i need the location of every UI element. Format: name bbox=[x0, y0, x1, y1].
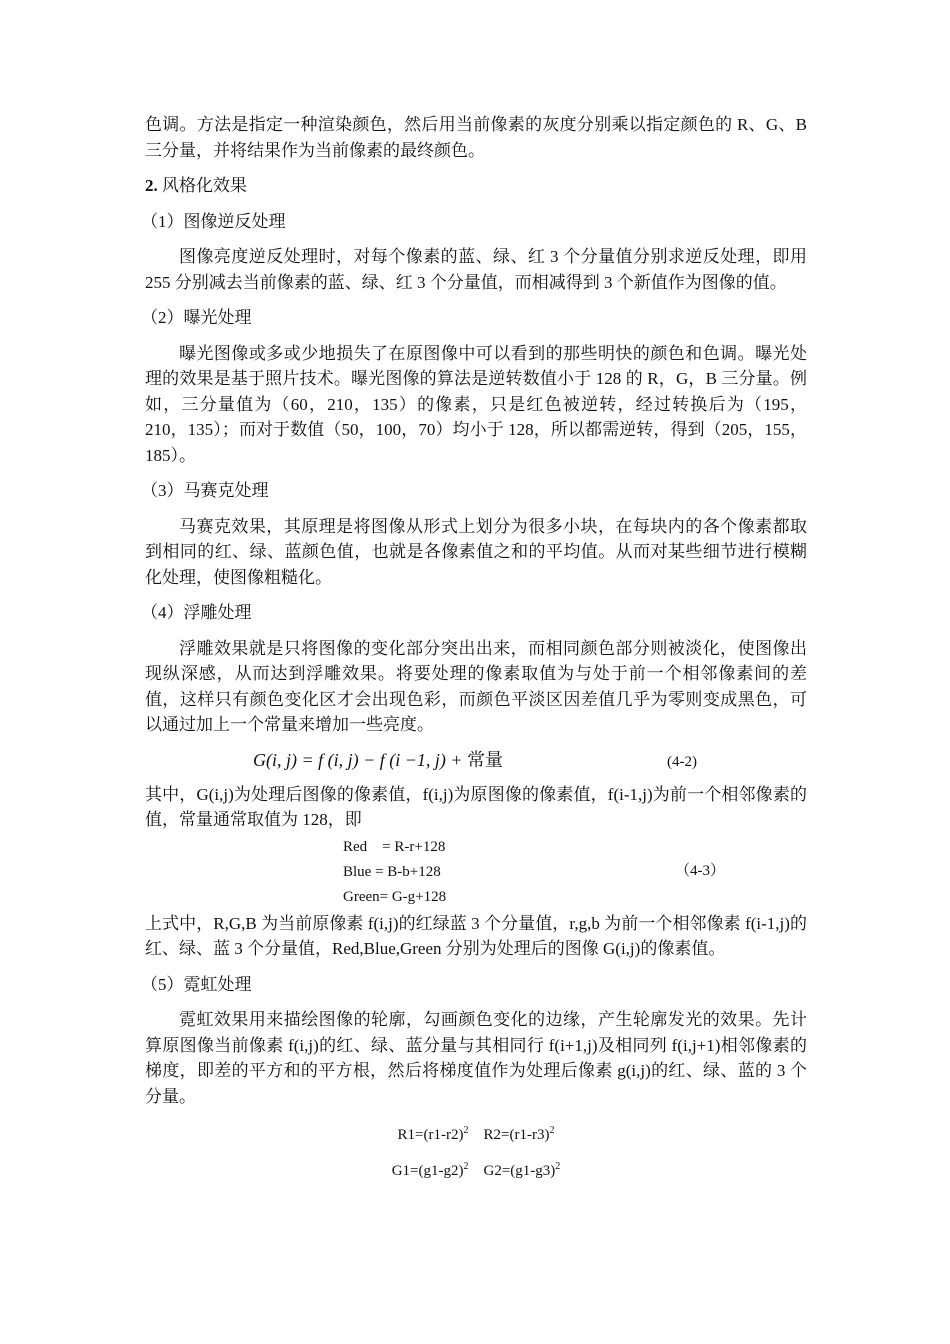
eq-red: Red = R-r+128 bbox=[343, 838, 446, 855]
s5-heading: （5）霓虹处理 bbox=[141, 974, 252, 994]
eq-blue: Blue = B-b+128 bbox=[343, 863, 441, 880]
formula-expression bbox=[253, 748, 503, 774]
s3-body: 马赛克效果，其原理是将图像从形式上划分为很多小块，在每块内的各个像素都取到相同的红、绿、蓝颜色值，也就是各像素值之和的平均值。从而对某些细节进行模糊化处理，使图像粗糙化。 bbox=[145, 516, 807, 587]
s1-body: 图像亮度逆反处理时，对每个像素的蓝、绿、红 3 个分量值分别求逆反处理，即用 255 分别减去当前像素的蓝、绿、红 3 个分量值，而相减得到 3 个新值作为图像的值。 bbox=[145, 247, 807, 292]
formula-4-2 bbox=[145, 744, 807, 780]
s3-heading: （3）马赛克处理 bbox=[141, 481, 269, 500]
equation-block-4-3 bbox=[145, 833, 807, 911]
eq-g1-exp: 2 bbox=[463, 1161, 469, 1172]
intro-paragraph: 色调。方法是指定一种渲染颜色，然后用当前像素的灰度分别乘以指定颜色的 R、G、B 三分量，并将结果作为当前像素的最终颜色。 bbox=[145, 115, 807, 160]
eq-g2-exp: 2 bbox=[555, 1161, 561, 1172]
formula-lhs: G(i, j) = f (i, j) − f (i −1, j) + bbox=[253, 749, 468, 770]
section-heading bbox=[145, 173, 807, 199]
eq-r1: R1=(r1-r2) bbox=[397, 1127, 464, 1143]
eq-tag: （4-3） bbox=[675, 862, 725, 879]
s4-explain: 其中，G(i,j)为处理后图像的像素值，f(i,j)为原图像的像素值，f(i-1,j)为前一个相邻像素的值，常量通常取值为 128，即 bbox=[145, 784, 807, 829]
formula-tag: (4-2) bbox=[667, 753, 697, 770]
s2-heading: （2）曝光处理 bbox=[141, 308, 252, 327]
section-title: 风格化效果 bbox=[162, 176, 247, 195]
s5-body: 霓虹效果用来描绘图像的轮廓，勾画颜色变化的边缘，产生轮廓发光的效果。先计算原图像当前像素 f(i,j)的红、绿、蓝分量与其相同行 f(i+1,j)及相同列 f(i,j+1)相邻像素的梯度，即差的平方和的平方根，然后将梯度值作为处理后像素 g(i,j)的红、绿、蓝的 3 个分量。 bbox=[145, 1010, 807, 1106]
eq-green: Green= G-g+128 bbox=[343, 888, 447, 905]
document-page bbox=[141, 112, 807, 1181]
s4-after: 上式中，R,G,B 为当前原像素 f(i,j)的红绿蓝 3 个分量值，r,g,b 为前一个相邻像素 f(i-1,j)的红、绿、蓝 3 个分量值，Red,Blue,Green 分别为处理后的图像 G(i,j)的像素值。 bbox=[145, 913, 807, 958]
s2-body: 曝光图像或多或少地损失了在原图像中可以看到的那些明快的颜色和色调。曝光处理的效果是基于照片技术。曝光图像的算法是逆转数值小于 128 的 R，G，B 三分量。例如，三分量值为（60，210，135）的像素，只是红色被逆转，经过转换后为（195，210，135）；而对于数值（50，100，70）均小于 128，所以都需逆转，得到（205，155，185）。 bbox=[145, 343, 807, 465]
eq-r2: R2=(r1-r3) bbox=[483, 1127, 550, 1143]
s1-heading: （1）图像逆反处理 bbox=[141, 211, 286, 231]
eq-r1-exp: 2 bbox=[463, 1125, 469, 1136]
section-number: 2. bbox=[145, 176, 158, 195]
formula-constant: 常量 bbox=[467, 749, 504, 770]
s4-heading: （4）浮雕处理 bbox=[141, 603, 252, 622]
s4-body: 浮雕效果就是只将图像的变化部分突出出来，而相同颜色部分则被淡化，使图像出现纵深感，从而达到浮雕效果。将要处理的像素取值为与处于前一个相邻像素间的差值，这样只有颜色变化区才会出现色彩，而颜色平淡区因差值几乎为零则变成黑色，可以通过加上一个常量来增加一些亮度。 bbox=[145, 638, 807, 734]
eq-g1: G1=(g1-g2) bbox=[391, 1163, 464, 1179]
eq-r-row bbox=[145, 1125, 807, 1145]
eq-g-row bbox=[145, 1161, 807, 1181]
eq-r2-exp: 2 bbox=[549, 1125, 555, 1136]
eq-g2: G2=(g1-g3) bbox=[483, 1163, 556, 1179]
